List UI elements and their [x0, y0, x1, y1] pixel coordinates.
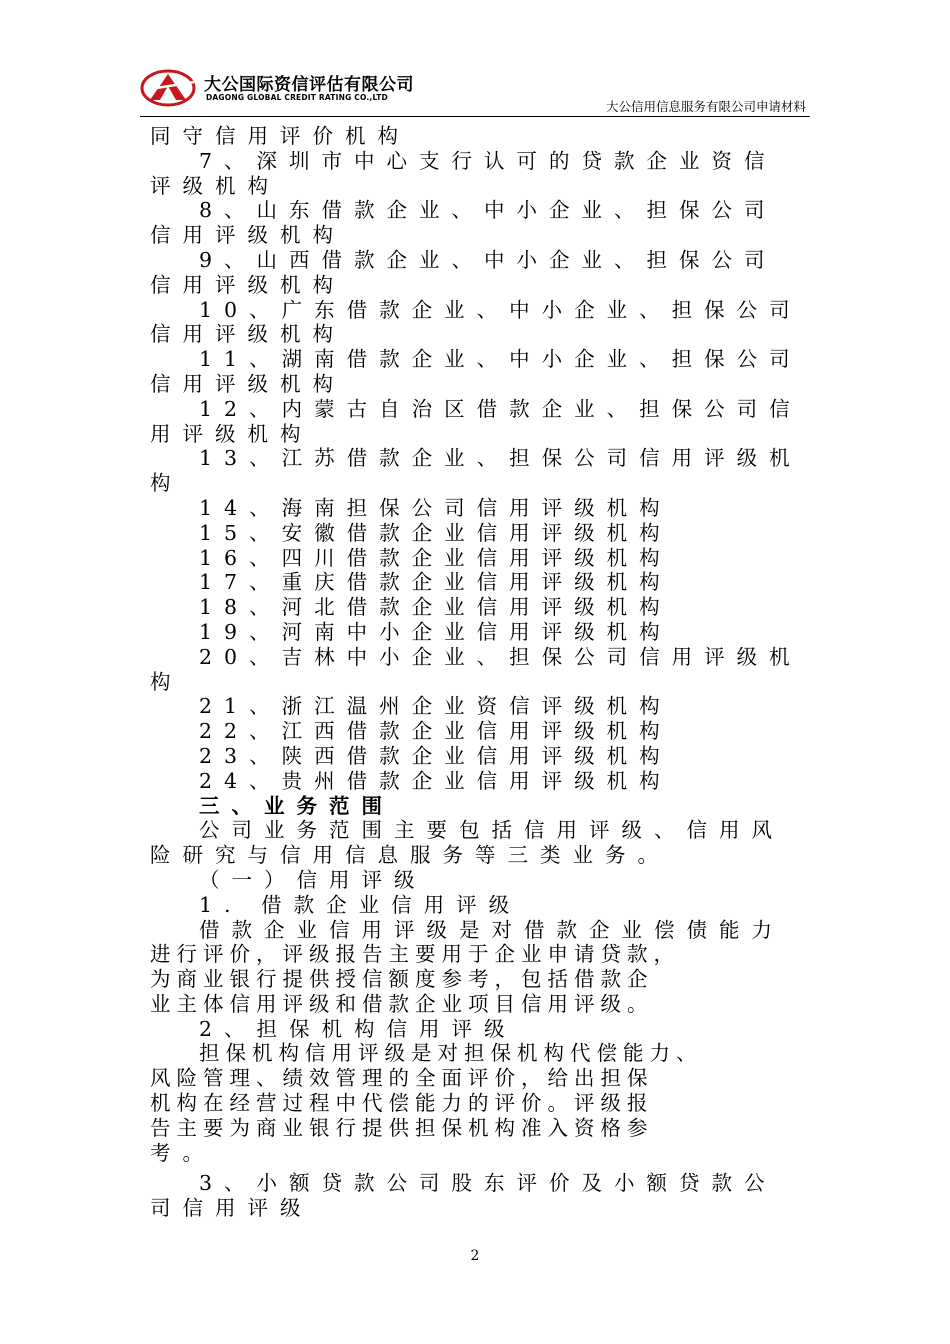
section-heading: 三、业务范围	[199, 793, 394, 818]
text-line: 10、广东借款企业、中小企业、担保公司	[199, 297, 802, 322]
text-line: 风险管理、绩效管理的全面评价，给出担保	[150, 1066, 654, 1091]
text-line: 9、山西借款企业、中小企业、担保公司	[199, 247, 777, 272]
text-line: 8、山东借款企业、中小企业、担保公司	[199, 198, 777, 223]
text-line: 1. 借款企业信用评级	[199, 892, 522, 917]
text-line: （一）信用评级	[199, 867, 427, 892]
text-line: 司信用评级	[150, 1196, 313, 1221]
text-line: 7、深圳市中心支行认可的贷款企业资信	[199, 148, 777, 173]
text-line: 构	[150, 669, 183, 694]
text-line: 18、河北借款企业信用评级机构	[199, 595, 672, 620]
text-line: 借款企业信用评级是对借款企业偿债能力	[199, 917, 784, 942]
text-line: 19、河南中小企业信用评级机构	[199, 619, 672, 644]
page-header	[140, 68, 810, 117]
text-line: 进行评价，评级报告主要用于企业申请贷款，	[150, 942, 680, 967]
text-line: 22、江西借款企业信用评级机构	[199, 719, 672, 744]
text-line: 20、吉林中小企业、担保公司信用评级机	[199, 644, 802, 669]
text-line: 信用评级机构	[150, 322, 345, 347]
text-line: 机构在经营过程中代偿能力的评价。评级报	[150, 1091, 654, 1116]
text-line: 3、小额贷款公司股东评价及小额贷款公	[199, 1171, 777, 1196]
text-line: 17、重庆借款企业信用评级机构	[199, 570, 672, 595]
text-line: 告主要为商业银行提供担保机构准入资格参	[150, 1115, 654, 1140]
text-line: 16、四川借款企业信用评级机构	[199, 545, 672, 570]
text-line: 担保机构信用评级是对担保机构代偿能力、	[199, 1041, 703, 1066]
text-line: 12、内蒙古自治区借款企业、担保公司信	[199, 396, 802, 421]
text-line: 用评级机构	[150, 421, 313, 446]
text-line: 同守信用评价机构	[150, 124, 410, 148]
brand-name-en: DAGONG GLOBAL CREDIT RATING CO.,LTD	[206, 93, 388, 102]
text-line: 23、陕西借款企业信用评级机构	[199, 743, 672, 768]
text-line: 15、安徽借款企业信用评级机构	[199, 520, 672, 545]
text-line: 信用评级机构	[150, 272, 345, 297]
text-line: 信用评级机构	[150, 371, 345, 396]
text-line: 信用评级机构	[150, 223, 345, 248]
text-line: 24、贵州借款企业信用评级机构	[199, 768, 672, 793]
text-line: 构	[150, 471, 183, 496]
document-body	[150, 124, 806, 1221]
text-line: 21、浙江温州企业资信评级机构	[199, 694, 672, 719]
text-line: 考。	[150, 1140, 215, 1165]
dagong-logo-icon	[140, 68, 200, 108]
text-line: 险研究与信用信息服务等三类业务。	[150, 843, 670, 868]
text-line: 11、湖南借款企业、中小企业、担保公司	[199, 347, 802, 372]
text-line: 评级机构	[150, 173, 280, 198]
text-line: 14、海南担保公司信用评级机构	[199, 495, 672, 520]
header-doc-title: 大公信用信息服务有限公司申请材料	[605, 99, 806, 114]
text-line: 业主体信用评级和借款企业项目信用评级。	[150, 991, 654, 1016]
text-line: 公司业务范围主要包括信用评级、信用风	[199, 818, 784, 843]
brand-name-cn: 大公国际资信评估有限公司	[204, 75, 414, 95]
text-line: 2、担保机构信用评级	[199, 1016, 517, 1041]
text-line: 13、江苏借款企业、担保公司信用评级机	[199, 446, 802, 471]
text-line: 为商业银行提供授信额度参考，包括借款企	[150, 967, 654, 992]
page-number: 2	[470, 1248, 480, 1264]
